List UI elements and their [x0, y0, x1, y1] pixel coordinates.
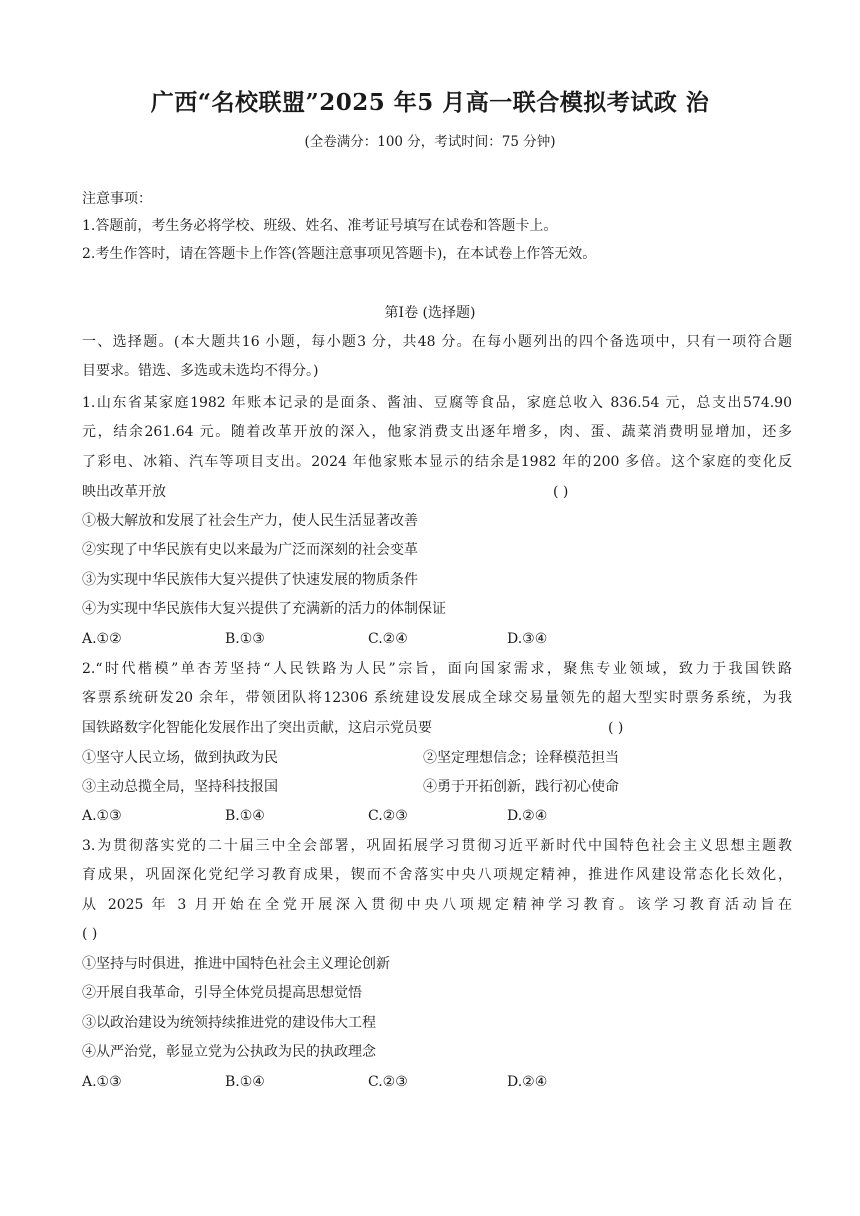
q3-answer-paren: ( ) — [82, 926, 98, 942]
q2-statement: ②坚定理想信念；诠释模范担当 — [423, 750, 619, 766]
notice-heading: 注意事项： — [82, 191, 152, 207]
q2-stem-line: 2.“时代楷模”单杏芳坚持“人民铁路为人民”宗旨，面向国家需求，聚焦专业领域，致力于我国铁路 — [82, 661, 792, 677]
q3-statement: ②开展自我革命，引导全体党员提高思想觉悟 — [82, 985, 362, 1001]
exam-title: 广西“名校联盟”2025 年5 月高一联合模拟考试政 治 — [150, 89, 710, 116]
q1-stem-line: 了彩电、冰箱、汽车等项目支出。2024 年他家账本显示的结余是1982 年的200 多倍。这个家庭的变化反 — [82, 454, 792, 470]
q2-statement: ①坚守人民立场，做到执政为民 — [82, 750, 278, 766]
q3-stem-line: 3.为贯彻落实党的二十届三中全会部署，巩固拓展学习贯彻习近平新时代中国特色社会主义思想主题教 — [82, 838, 792, 854]
q3-stem-line: 育成果，巩固深化党纪学习教育成果，锲而不舍落实中央八项规定精神，推进作风建设常态化长效化， — [82, 867, 792, 883]
notice-item: 1.答题前，考生务必将学校、班级、姓名、准考证号填写在试卷和答题卡上。 — [82, 218, 558, 234]
q1-stem-line: 元，结余261.64 元。随着改革开放的深入，他家消费支出逐年增多，肉、蛋、蔬菜消费明显增加，还多 — [82, 424, 792, 440]
q1-option-a: A.①② — [82, 631, 122, 647]
q1-answer-paren: ( ) — [553, 484, 569, 500]
q1-statement: ③为实现中华民族伟大复兴提供了快速发展的物质条件 — [82, 572, 418, 588]
q2-stem-line: 客票系统研发20 余年，带领团队将12306 系统建设发展成全球交易量领先的超大型实时票务系统，为我 — [82, 690, 792, 706]
section-intro-line: 一、选择题。(本大题共16 小题，每小题3 分，共48 分。在每小题列出的四个备选项中，只有一项符合题 — [82, 334, 792, 350]
q3-statement: ①坚持与时俱进，推进中国特色社会主义理论创新 — [82, 956, 390, 972]
q1-statement: ④为实现中华民族伟大复兴提供了充满新的活力的体制保证 — [82, 601, 446, 617]
q2-statement: ③主动总揽全局，坚持科技报国 — [82, 779, 278, 795]
q1-stem-line: 1.山东省某家庭1982 年账本记录的是面条、酱油、豆腐等食品，家庭总收入 836.54 元，总支出574.90 — [82, 395, 792, 411]
exam-subtitle: (全卷满分：100 分，考试时间：75 分钟) — [304, 134, 556, 150]
notice-item: 2.考生作答时，请在答题卡上作答(答题注意事项见答题卡)，在本试卷上作答无效。 — [82, 246, 597, 262]
q2-option-a: A.①③ — [82, 808, 122, 824]
q2-answer-paren: ( ) — [608, 720, 624, 736]
q3-option-a: A.①③ — [82, 1074, 122, 1090]
section-intro-line: 目要求。错选、多选或未选均不得分。) — [82, 363, 319, 379]
q2-statement: ④勇于开拓创新，践行初心使命 — [423, 779, 619, 795]
section-title: 第Ⅰ卷 (选择题) — [384, 305, 476, 321]
q3-statement: ③以政治建设为统领持续推进党的建设伟大工程 — [82, 1015, 376, 1031]
q2-option-d: D.②④ — [507, 808, 548, 824]
q3-option-b: B.①④ — [225, 1074, 265, 1090]
q3-statement: ④从严治党，彰显立党为公执政为民的执政理念 — [82, 1044, 376, 1060]
q2-option-c: C.②③ — [368, 808, 408, 824]
q2-option-b: B.①④ — [225, 808, 265, 824]
q1-stem-line: 映出改革开放 — [82, 484, 166, 500]
q1-option-c: C.②④ — [368, 631, 408, 647]
q3-option-c: C.②③ — [368, 1074, 408, 1090]
q3-option-d: D.②④ — [507, 1074, 548, 1090]
q1-statement: ②实现了中华民族有史以来最为广泛而深刻的社会变革 — [82, 542, 418, 558]
q1-option-d: D.③④ — [507, 631, 548, 647]
q1-option-b: B.①③ — [225, 631, 265, 647]
q1-statement: ①极大解放和发展了社会生产力，使人民生活显著改善 — [82, 513, 418, 529]
q2-stem-line: 国铁路数字化智能化发展作出了突出贡献，这启示党员要 — [82, 720, 432, 736]
q3-stem-line: 从 2025 年 3 月开始在全党开展深入贯彻中央八项规定精神学习教育。该学习教育活动旨在 — [82, 897, 792, 913]
